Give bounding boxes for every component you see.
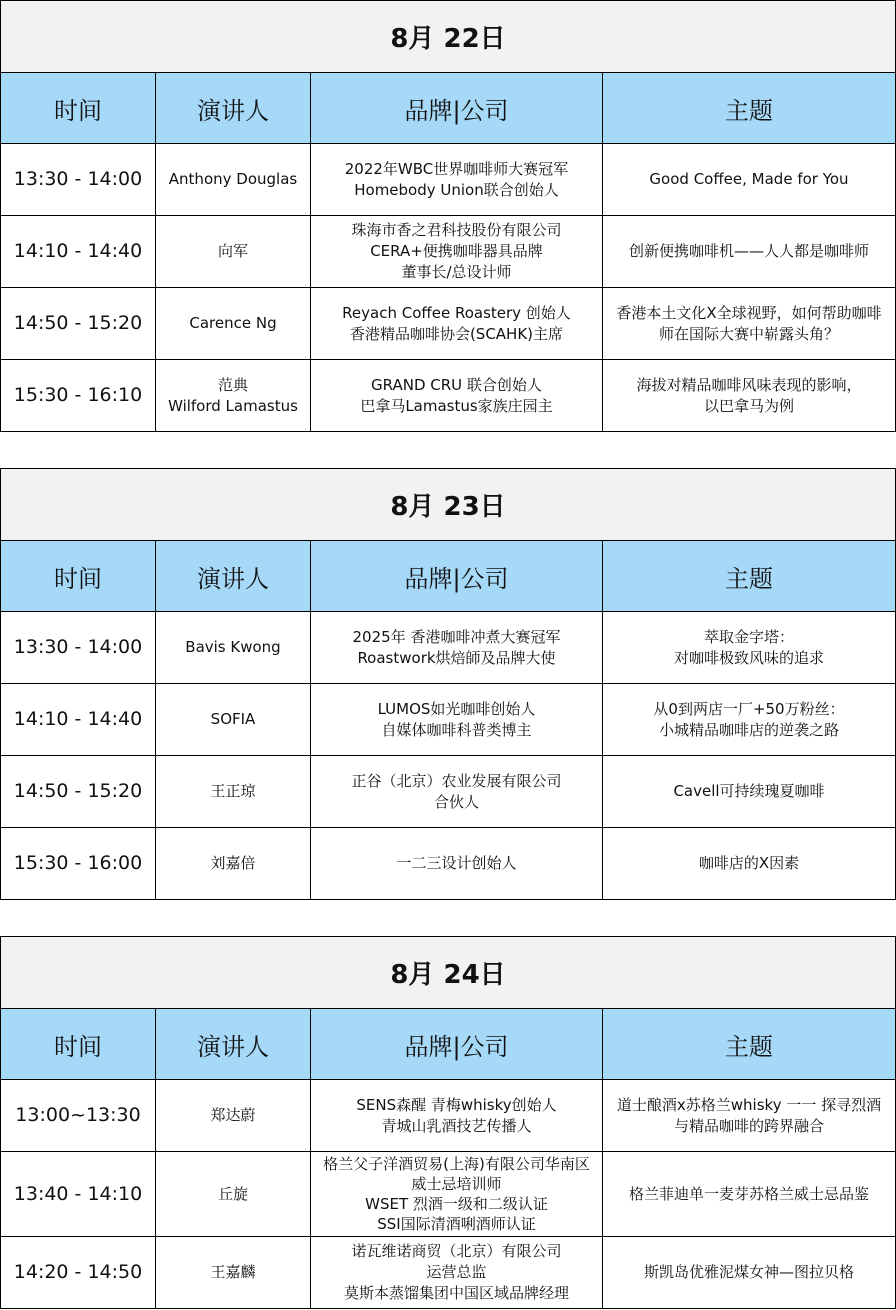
column-header-time: 时间 [1, 541, 156, 612]
time-cell: 13:30 - 14:00 [1, 144, 156, 216]
schedule-table [0, 0, 896, 432]
column-header-topic: 主题 [603, 541, 896, 612]
table-row [1, 828, 896, 900]
column-header-company: 品牌|公司 [311, 541, 603, 612]
time-cell: 14:20 - 14:50 [1, 1237, 156, 1309]
date-header: 8月 23日 [1, 469, 896, 541]
company-cell: 2022年WBC世界咖啡师大赛冠军 Homebody Union联合创始人 [311, 144, 603, 216]
column-header-speaker: 演讲人 [156, 541, 311, 612]
company-cell: LUMOS如光咖啡创始人 自媒体咖啡科普类博主 [311, 684, 603, 756]
company-cell: 2025年 香港咖啡冲煮大赛冠军 Roastwork烘焙師及品牌大使 [311, 612, 603, 684]
speaker-cell: 王嘉麟 [156, 1237, 311, 1309]
speaker-cell: 王正琼 [156, 756, 311, 828]
speaker-cell: 刘嘉倍 [156, 828, 311, 900]
time-cell: 14:10 - 14:40 [1, 216, 156, 288]
table-row [1, 288, 896, 360]
topic-cell: 海拔对精品咖啡风味表现的影响， 以巴拿马为例 [603, 360, 896, 432]
speaker-cell: 向军 [156, 216, 311, 288]
time-cell: 13:40 - 14:10 [1, 1152, 156, 1237]
schedule-table [0, 468, 896, 900]
time-cell: 15:30 - 16:10 [1, 360, 156, 432]
date-header: 8月 22日 [1, 1, 896, 73]
topic-cell: 格兰菲迪单一麦芽苏格兰威士忌品鉴 [603, 1152, 896, 1237]
time-cell: 14:50 - 15:20 [1, 756, 156, 828]
column-header-topic: 主题 [603, 1009, 896, 1080]
topic-cell: 从0到两店一厂+50万粉丝： 小城精品咖啡店的逆袭之路 [603, 684, 896, 756]
speaker-cell: 郑达蔚 [156, 1080, 311, 1152]
table-row [1, 144, 896, 216]
topic-cell: 咖啡店的X因素 [603, 828, 896, 900]
column-header-topic: 主题 [603, 73, 896, 144]
date-header: 8月 24日 [1, 937, 896, 1009]
table-row [1, 216, 896, 288]
column-header-speaker: 演讲人 [156, 73, 311, 144]
table-row [1, 1080, 896, 1152]
schedule-day-3 [0, 936, 895, 1309]
schedule-day-2 [0, 468, 895, 900]
topic-cell: 斯凯岛优雅泥煤女神—图拉贝格 [603, 1237, 896, 1309]
company-cell: 格兰父子洋酒贸易(上海)有限公司华南区 威士忌培训师 WSET 烈酒一级和二级认证 SSI国际清酒唎酒师认证 [311, 1152, 603, 1237]
table-row [1, 756, 896, 828]
schedule-day-1 [0, 0, 895, 432]
speaker-cell: Anthony Douglas [156, 144, 311, 216]
table-row [1, 612, 896, 684]
speaker-cell: 丘旋 [156, 1152, 311, 1237]
topic-cell: Cavell可持续瑰夏咖啡 [603, 756, 896, 828]
topic-cell: 萃取金字塔： 对咖啡极致风味的追求 [603, 612, 896, 684]
company-cell: 诺瓦维诺商贸（北京）有限公司 运营总监 莫斯本蒸馏集团中国区域品牌经理 [311, 1237, 603, 1309]
column-header-company: 品牌|公司 [311, 73, 603, 144]
topic-cell: 道士酿酒x苏格兰whisky 一一 探寻烈酒 与精品咖啡的跨界融合 [603, 1080, 896, 1152]
time-cell: 14:50 - 15:20 [1, 288, 156, 360]
column-header-time: 时间 [1, 1009, 156, 1080]
topic-cell: 创新便携咖啡机——人人都是咖啡师 [603, 216, 896, 288]
column-header-company: 品牌|公司 [311, 1009, 603, 1080]
column-header-speaker: 演讲人 [156, 1009, 311, 1080]
speaker-cell: Carence Ng [156, 288, 311, 360]
column-header-time: 时间 [1, 73, 156, 144]
company-cell: Reyach Coffee Roastery 创始人 香港精品咖啡协会(SCAHK)主席 [311, 288, 603, 360]
table-row [1, 684, 896, 756]
speaker-cell: Bavis Kwong [156, 612, 311, 684]
company-cell: 一二三设计创始人 [311, 828, 603, 900]
company-cell: SENS森醒 青梅whisky创始人 青城山乳酒技艺传播人 [311, 1080, 603, 1152]
time-cell: 13:30 - 14:00 [1, 612, 156, 684]
table-row [1, 1152, 896, 1237]
speaker-cell: SOFIA [156, 684, 311, 756]
table-row [1, 360, 896, 432]
time-cell: 15:30 - 16:00 [1, 828, 156, 900]
schedule-table [0, 936, 896, 1309]
time-cell: 13:00~13:30 [1, 1080, 156, 1152]
company-cell: 正谷（北京）农业发展有限公司 合伙人 [311, 756, 603, 828]
company-cell: GRAND CRU 联合创始人 巴拿马Lamastus家族庄园主 [311, 360, 603, 432]
topic-cell: 香港本土文化X全球视野，如何帮助咖啡 师在国际大赛中崭露头角？ [603, 288, 896, 360]
time-cell: 14:10 - 14:40 [1, 684, 156, 756]
company-cell: 珠海市香之君科技股份有限公司 CERA+便携咖啡器具品牌 董事长/总设计师 [311, 216, 603, 288]
topic-cell: Good Coffee, Made for You [603, 144, 896, 216]
table-row [1, 1237, 896, 1309]
speaker-cell: 范典 Wilford Lamastus [156, 360, 311, 432]
